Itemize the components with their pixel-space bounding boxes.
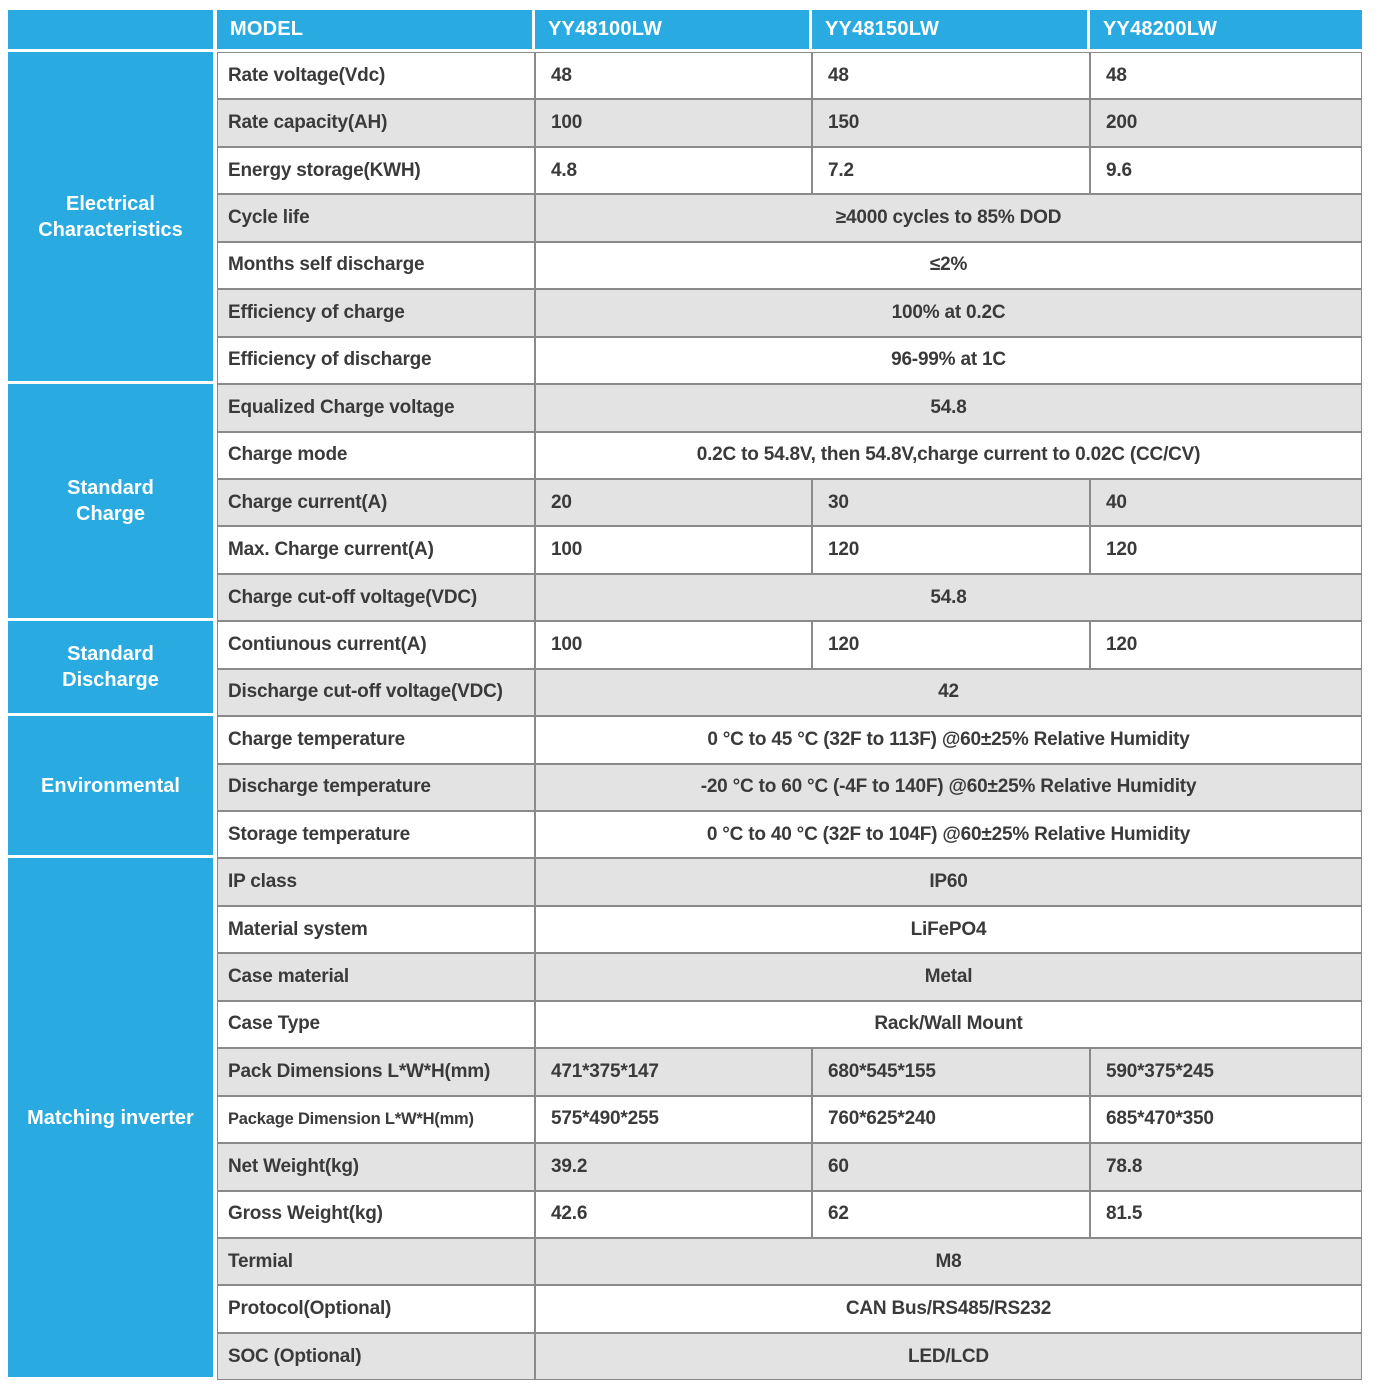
param-label: Months self discharge: [217, 242, 535, 289]
param-label: Net Weight(kg): [217, 1143, 535, 1190]
param-value-model-2: 120: [812, 526, 1090, 573]
param-label: IP class: [217, 858, 535, 905]
param-label: Charge temperature: [217, 716, 535, 763]
section-label-matching-inverter: [8, 858, 217, 1380]
param-value-all-models: 0 °C to 40 °C (32F to 104F) @60±25% Relative Humidity: [535, 811, 1362, 858]
param-value-model-2: 7.2: [812, 147, 1090, 194]
param-value-model-2: 60: [812, 1143, 1090, 1190]
param-value-all-models: 100% at 0.2C: [535, 289, 1362, 336]
param-label: Cycle life: [217, 194, 535, 241]
param-label: Material system: [217, 906, 535, 953]
section-label-line: Environmental: [41, 774, 180, 797]
param-value-model-2: 120: [812, 621, 1090, 668]
param-value-all-models: 0 °C to 45 °C (32F to 113F) @60±25% Relative Humidity: [535, 716, 1362, 763]
param-value-all-models: Rack/Wall Mount: [535, 1001, 1362, 1048]
param-value-model-2: 680*545*155: [812, 1048, 1090, 1095]
section-label-standard-charge: [8, 384, 217, 621]
param-value-model-1: 471*375*147: [535, 1048, 812, 1095]
param-label: Contiunous current(A): [217, 621, 535, 668]
model-header-label: MODEL: [217, 10, 535, 52]
param-label: Charge current(A): [217, 479, 535, 526]
section-label-line: Characteristics: [38, 218, 183, 241]
param-label: Pack Dimensions L*W*H(mm): [217, 1048, 535, 1095]
section-label-electrical-characteristics: [8, 52, 217, 384]
param-value-all-models: M8: [535, 1238, 1362, 1285]
param-value-model-3: 81.5: [1090, 1191, 1362, 1238]
section-label-standard-discharge: [8, 621, 217, 716]
param-label: Efficiency of charge: [217, 289, 535, 336]
header-corner-cell: [8, 10, 217, 52]
param-value-model-2: 48: [812, 52, 1090, 99]
section-label-environmental: [8, 716, 217, 858]
model-column-header-yy48150lw: YY48150LW: [812, 10, 1090, 52]
param-value-all-models: ≤2%: [535, 242, 1362, 289]
param-value-model-2: 62: [812, 1191, 1090, 1238]
param-label: Case material: [217, 953, 535, 1000]
param-value-all-models: 96-99% at 1C: [535, 337, 1362, 384]
param-value-model-3: 78.8: [1090, 1143, 1362, 1190]
param-value-model-3: 48: [1090, 52, 1362, 99]
param-value-model-1: 100: [535, 99, 812, 146]
param-value-all-models: -20 °C to 60 °C (-4F to 140F) @60±25% Relative Humidity: [535, 764, 1362, 811]
param-value-model-1: 575*490*255: [535, 1096, 812, 1143]
model-column-header-yy48100lw: YY48100LW: [535, 10, 812, 52]
param-value-model-1: 20: [535, 479, 812, 526]
section-label-line: Charge: [76, 503, 145, 526]
param-value-model-3: 590*375*245: [1090, 1048, 1362, 1095]
param-value-model-1: 100: [535, 621, 812, 668]
param-value-model-3: 120: [1090, 526, 1362, 573]
param-value-model-2: 150: [812, 99, 1090, 146]
param-label: Energy storage(KWH): [217, 147, 535, 194]
param-label: SOC (Optional): [217, 1333, 535, 1380]
param-value-model-2: 760*625*240: [812, 1096, 1090, 1143]
param-label: Storage temperature: [217, 811, 535, 858]
param-value-model-1: 100: [535, 526, 812, 573]
param-label: Case Type: [217, 1001, 535, 1048]
section-label-line: Electrical: [66, 192, 155, 215]
param-value-model-1: 4.8: [535, 147, 812, 194]
param-value-model-3: 40: [1090, 479, 1362, 526]
section-label-line: Matching inverter: [27, 1106, 194, 1129]
param-value-model-3: 200: [1090, 99, 1362, 146]
param-label: Charge mode: [217, 432, 535, 479]
param-label: Rate voltage(Vdc): [217, 52, 535, 99]
param-label: Protocol(Optional): [217, 1285, 535, 1332]
param-label: Efficiency of discharge: [217, 337, 535, 384]
param-label: Gross Weight(kg): [217, 1191, 535, 1238]
param-value-model-1: 48: [535, 52, 812, 99]
param-value-model-2: 30: [812, 479, 1090, 526]
param-value-all-models: 54.8: [535, 574, 1362, 621]
param-value-model-1: 42.6: [535, 1191, 812, 1238]
param-label: Discharge cut-off voltage(VDC): [217, 669, 535, 716]
param-value-all-models: ≥4000 cycles to 85% DOD: [535, 194, 1362, 241]
section-label-line: Standard: [67, 643, 154, 666]
section-label-line: Discharge: [62, 669, 159, 692]
param-value-model-3: 9.6: [1090, 147, 1362, 194]
param-value-model-3: 685*470*350: [1090, 1096, 1362, 1143]
section-label-line: Standard: [67, 477, 154, 500]
param-value-all-models: 54.8: [535, 384, 1362, 431]
param-value-all-models: IP60: [535, 858, 1362, 905]
param-label: Rate capacity(AH): [217, 99, 535, 146]
battery-spec-table: [8, 10, 1362, 1380]
param-label: Max. Charge current(A): [217, 526, 535, 573]
param-value-model-3: 120: [1090, 621, 1362, 668]
param-value-all-models: 0.2C to 54.8V, then 54.8V,charge current to 0.02C (CC/CV): [535, 432, 1362, 479]
param-label: Equalized Charge voltage: [217, 384, 535, 431]
param-value-all-models: 42: [535, 669, 1362, 716]
model-column-header-yy48200lw: YY48200LW: [1090, 10, 1362, 52]
param-value-all-models: LED/LCD: [535, 1333, 1362, 1380]
param-value-all-models: LiFePO4: [535, 906, 1362, 953]
param-label: Charge cut-off voltage(VDC): [217, 574, 535, 621]
param-value-all-models: CAN Bus/RS485/RS232: [535, 1285, 1362, 1332]
param-label: Discharge temperature: [217, 764, 535, 811]
param-label: Package Dimension L*W*H(mm): [217, 1096, 535, 1143]
param-value-all-models: Metal: [535, 953, 1362, 1000]
param-label: Termial: [217, 1238, 535, 1285]
param-value-model-1: 39.2: [535, 1143, 812, 1190]
